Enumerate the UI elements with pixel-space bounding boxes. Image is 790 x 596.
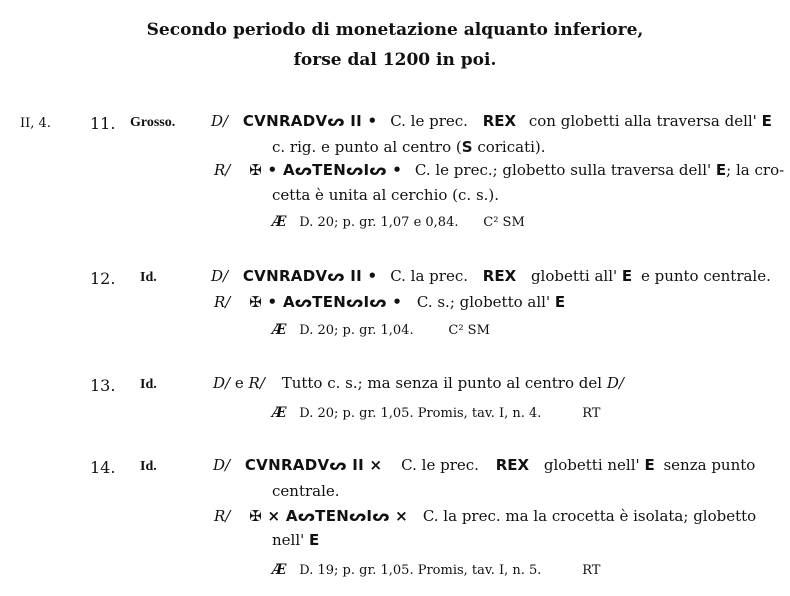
- legend-rex: REX: [495, 456, 530, 474]
- reverse-description: C. s.; globetto all': [416, 293, 551, 311]
- reverse-description: C. la prec. ma la crocetta è isolata; globetto: [422, 507, 757, 525]
- letter-e: E: [621, 267, 633, 285]
- legend-rex: REX: [482, 267, 517, 285]
- obverse-description-cont: globetti nell': [543, 456, 640, 474]
- coin-type: Id.: [140, 270, 157, 285]
- reverse-legend: ✠ × AᔕTENᔕIᔕ ×: [249, 507, 409, 525]
- obverse-legend: CVNRADVᔕ II •: [242, 267, 378, 285]
- obverse-line: [211, 267, 771, 285]
- legend-rex: REX: [482, 112, 517, 130]
- entry-reference: II, 4.: [20, 116, 51, 131]
- obverse-symbol: D/: [213, 456, 231, 474]
- coin-type: Id.: [140, 377, 157, 392]
- reverse-legend: ✠ • AᔕTENᔕIᔕ •: [249, 161, 403, 179]
- collection-refs: C² SM: [483, 215, 525, 230]
- metrology: D. 20; p. gr. 1,04.: [299, 323, 414, 338]
- obverse-legend: CVNRADVᔕ II •: [242, 112, 378, 130]
- obverse-description: C. le prec.: [401, 456, 479, 474]
- obverse-line: [213, 456, 755, 474]
- obverse-description: C. la prec.: [390, 267, 468, 285]
- letter-e: E: [309, 531, 320, 549]
- metal-symbol: Æ: [272, 322, 287, 338]
- entry-number: 11.: [90, 114, 116, 133]
- description-line: [213, 374, 624, 392]
- obverse-line-continued: [272, 138, 546, 156]
- page-heading-line2: forse dal 1200 in poi.: [293, 50, 497, 70]
- reverse-description-cont: ; la cro-: [726, 161, 785, 179]
- conjunction: e: [234, 374, 244, 392]
- reverse-symbol: R/: [214, 161, 231, 179]
- letter-e: E: [554, 293, 566, 311]
- metrology-line: [272, 560, 600, 578]
- reverse-line: [214, 161, 784, 179]
- obverse-symbol: D/: [213, 374, 231, 392]
- metrology: D. 19; p. gr. 1,05. Promis, tav. I, n. 5.: [299, 563, 542, 578]
- obverse-symbol: D/: [211, 267, 229, 285]
- obverse-description-end: senza punto: [663, 456, 756, 474]
- reverse-continuation-text: nell': [272, 531, 305, 549]
- obverse-symbol: D/: [211, 112, 229, 130]
- collection-refs: RT: [582, 563, 601, 578]
- coin-type: Id.: [140, 459, 157, 474]
- reverse-symbol: R/: [214, 507, 231, 525]
- obverse-description: C. le prec.: [390, 112, 468, 130]
- metal-symbol: Æ: [272, 405, 287, 421]
- reverse-continuation: cetta è unita al cerchio (c. s.).: [272, 186, 500, 204]
- coin-type: Grosso.: [130, 115, 176, 130]
- description: Tutto c. s.; ma senza il punto al centro del: [281, 374, 603, 392]
- entry-number: 12.: [90, 269, 116, 288]
- letter-e: E: [715, 161, 727, 179]
- metrology-line: [272, 320, 490, 338]
- letter-e: E: [761, 112, 772, 130]
- reverse-legend: ✠ • AᔕTENᔕIᔕ •: [249, 293, 403, 311]
- obverse-description-cont: con globetti alla traversa dell': [528, 112, 757, 130]
- obverse-continuation-end: coricati).: [477, 138, 546, 156]
- obverse-description-end: e punto centrale.: [640, 267, 771, 285]
- metrology: D. 20; p. gr. 1,05. Promis, tav. I, n. 4.: [299, 406, 542, 421]
- obverse-legend: CVNRADVᔕ II ×: [244, 456, 383, 474]
- obverse-symbol-end: D/: [606, 374, 624, 392]
- metrology-line: [272, 403, 600, 421]
- obverse-continuation: c. rig. e punto al centro (: [272, 138, 462, 156]
- letter-s: S: [461, 138, 473, 156]
- metal-symbol: Æ: [272, 562, 287, 578]
- obverse-line: [211, 112, 772, 130]
- reverse-description: C. le prec.; globetto sulla traversa dell': [414, 161, 712, 179]
- metrology-line: [272, 212, 525, 230]
- page-heading-line1: Secondo periodo di monetazione alquanto inferiore,: [146, 20, 644, 40]
- collection-refs: RT: [582, 406, 601, 421]
- entry-number: 14.: [90, 458, 116, 477]
- reverse-continuation: [272, 531, 319, 549]
- reverse-symbol: R/: [248, 374, 265, 392]
- entry-number: 13.: [90, 376, 116, 395]
- metrology: D. 20; p. gr. 1,07 e 0,84.: [299, 215, 459, 230]
- reverse-line: [214, 293, 565, 311]
- collection-refs: C² SM: [448, 323, 490, 338]
- letter-e: E: [644, 456, 655, 474]
- obverse-continuation: centrale.: [272, 482, 340, 500]
- reverse-symbol: R/: [214, 293, 231, 311]
- reverse-line: [214, 507, 756, 525]
- obverse-description-cont: globetti all': [530, 267, 618, 285]
- metal-symbol: Æ: [272, 214, 287, 230]
